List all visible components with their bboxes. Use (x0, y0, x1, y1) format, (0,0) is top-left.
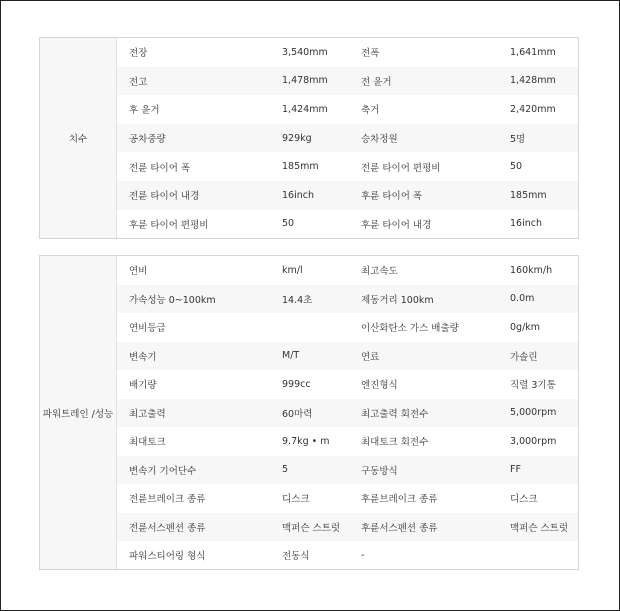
spec-label: 후륜 타이어 편평비 (129, 219, 209, 231)
table-rows (117, 256, 578, 569)
spec-value: 14.4초 (282, 294, 313, 306)
spec-label: 전 윤거 (361, 76, 392, 88)
table-row (117, 285, 578, 314)
spec-label: - (361, 549, 365, 561)
spec-label: 변속기 (129, 351, 157, 363)
group-label: 파워트레인 /성능 (40, 256, 117, 569)
spec-value: 1,641mm (510, 46, 556, 58)
spec-label: 후륜브레이크 종류 (361, 494, 438, 506)
spec-label: 배기량 (129, 380, 157, 392)
spec-value: 3,000rpm (510, 435, 557, 447)
table-row (117, 38, 578, 67)
table-row (117, 67, 578, 96)
spec-label: 엔진형식 (361, 380, 398, 392)
spec-value: 185mm (510, 189, 547, 201)
spec-value: 50 (282, 218, 295, 230)
table-row (117, 513, 578, 542)
spec-value: 16inch (510, 218, 542, 230)
table-row (117, 124, 578, 153)
spec-value: 전동식 (282, 551, 310, 563)
spec-value: 직렬 3기통 (510, 380, 556, 392)
spec-label: 후륜서스펜션 종류 (361, 522, 438, 534)
spec-label: 최고출력 (129, 408, 166, 420)
powertrain-table (39, 255, 579, 570)
group-label: 치수 (40, 38, 117, 238)
spec-value: 디스크 (282, 494, 310, 506)
table-row (117, 484, 578, 513)
spec-label: 최대토크 회전수 (361, 437, 429, 449)
table-row (117, 456, 578, 485)
spec-value: 50 (510, 161, 523, 173)
spec-label: 전폭 (361, 48, 380, 60)
spec-value: 0.0m (510, 293, 535, 305)
spec-value: 1,478mm (282, 75, 328, 87)
spec-label: 구동방식 (361, 465, 398, 477)
spec-value: 1,428mm (510, 75, 556, 87)
spec-value: 0g/km (510, 321, 541, 333)
spec-label: 최고속도 (361, 266, 398, 278)
spec-label: 변속기 기어단수 (129, 465, 197, 477)
spec-value: 999cc (282, 378, 311, 390)
spec-value: 맥퍼슨 스트럿 (510, 522, 569, 534)
spec-label: 전륜 타이어 내경 (129, 191, 200, 203)
spec-value: 160km/h (510, 264, 553, 276)
spec-label: 연비등급 (129, 323, 166, 335)
spec-label: 공차중량 (129, 134, 166, 146)
spec-value: 3,540mm (282, 46, 328, 58)
spec-label: 후륜 타이어 내경 (361, 219, 432, 231)
spec-label: 최고출력 회전수 (361, 408, 429, 420)
spec-value: 60마력 (282, 408, 313, 420)
spec-label: 전륜 타이어 폭 (129, 162, 191, 174)
spec-value: 9.7kg • m (282, 435, 330, 447)
spec-value: 맥퍼슨 스트럿 (282, 522, 341, 534)
spec-label: 파워스티어링 형식 (129, 551, 206, 563)
spec-label: 가속성능 0~100km (129, 294, 216, 306)
spec-value: km/l (282, 264, 303, 276)
spec-label: 전륜브레이크 종류 (129, 494, 206, 506)
table-row (117, 95, 578, 124)
spec-label: 후 윤거 (129, 105, 160, 117)
table-row (117, 370, 578, 399)
table-row (117, 256, 578, 285)
table-row (117, 342, 578, 371)
table-row (117, 541, 578, 570)
spec-label: 축거 (361, 105, 380, 117)
spec-value: 5,000rpm (510, 407, 557, 419)
dimensions-table (39, 37, 579, 239)
spec-label: 전륜서스펜션 종류 (129, 522, 206, 534)
spec-label: 전고 (129, 76, 148, 88)
table-rows (117, 38, 578, 238)
spec-label: 연료 (361, 351, 380, 363)
spec-value: 2,420mm (510, 103, 556, 115)
table-row (117, 427, 578, 456)
spec-label: 승차정원 (361, 134, 398, 146)
spec-label: 전장 (129, 48, 148, 60)
spec-value: 929kg (282, 132, 312, 144)
spec-label: 연비 (129, 266, 148, 278)
spec-label: 이산화탄소 가스 배출량 (361, 323, 459, 335)
spec-value: 16inch (282, 189, 314, 201)
spec-value: 5명 (510, 134, 526, 146)
spec-label: 후륜 타이어 폭 (361, 191, 423, 203)
spec-label: 제동거리 100km (361, 294, 434, 306)
spec-value: 가솔린 (510, 351, 538, 363)
table-row (117, 313, 578, 342)
spec-label: 최대토크 (129, 437, 166, 449)
spec-value: M/T (282, 350, 300, 362)
spec-value: 디스크 (510, 494, 538, 506)
spec-value: FF (510, 464, 521, 476)
spec-value: 185mm (282, 161, 319, 173)
table-row (117, 399, 578, 428)
spec-label: 전륜 타이어 편평비 (361, 162, 441, 174)
spec-value: 5 (282, 464, 289, 476)
table-row (117, 181, 578, 210)
spec-value: 1,424mm (282, 103, 328, 115)
table-row (117, 152, 578, 181)
table-row (117, 210, 578, 239)
